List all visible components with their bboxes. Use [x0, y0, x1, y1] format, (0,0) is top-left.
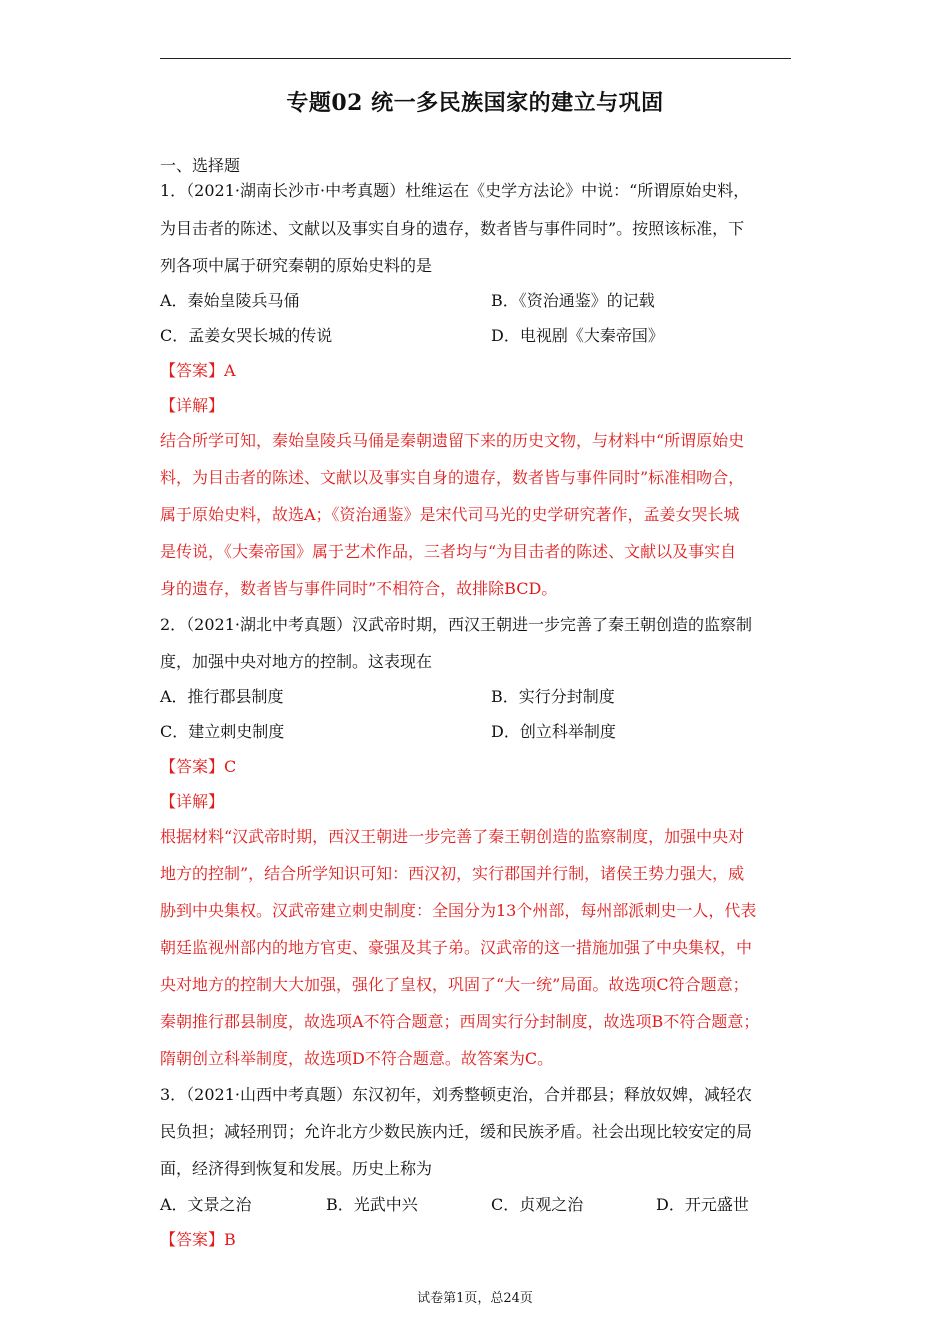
q2-detail-line: 隋朝创立科举制度，故选项D不符合题意。故答案为C。 [160, 1049, 554, 1068]
q2-detail-label: 【详解】 [160, 792, 225, 811]
q1-detail-line: 料，为目击者的陈述、文献以及事实自身的遗存，数者皆与事件同时”标准相吻合， [160, 468, 745, 487]
q2-option-a: A．推行郡县制度 [160, 687, 284, 706]
q1-stem-line: 1．（2021·湖南长沙市·中考真题）杜维运在《史学方法论》中说：“所谓原始史料， [160, 181, 750, 200]
q2-stem-line: 2．（2021·湖北中考真题）汉武帝时期，西汉王朝进一步完善了秦王朝创造的监察制 [160, 615, 752, 634]
q1-option-b: B．《资治通鉴》的记载 [491, 291, 655, 310]
answer-label: 【答案】 [160, 361, 225, 380]
q3-option-b: B．光武中兴 [326, 1195, 418, 1214]
q1-option-d: D．电视剧《大秦帝国》 [491, 326, 664, 345]
q1-stem-line: 为目击者的陈述、文献以及事实自身的遗存，数者皆与事件同时”。按照该标准，下 [160, 219, 745, 238]
q2-detail-line: 秦朝推行郡县制度，故选项A不符合题意；西周实行分封制度，故选项B不符合题意； [160, 1012, 760, 1031]
q2-detail-line: 朝廷监视州部内的地方官吏、豪强及其子弟。汉武帝的这一措施加强了中央集权，中 [160, 938, 753, 957]
q2-option-b: B．实行分封制度 [491, 687, 615, 706]
q2-detail-line: 地方的控制”，结合所学知识可知：西汉初，实行郡国并行制，诸侯王势力强大，威 [160, 864, 745, 883]
answer-label: 【答案】 [160, 1230, 225, 1249]
answer-value: C [224, 757, 237, 776]
q1-detail-line: 属于原始史料，故选A；《资治通鉴》是宋代司马光的史学研究著作，孟姜女哭长城 [160, 505, 740, 524]
q1-option-a: A．秦始皇陵兵马俑 [160, 291, 300, 310]
answer-value: B [224, 1230, 236, 1249]
q1-detail-label: 【详解】 [160, 396, 225, 415]
q1-detail-line: 结合所学可知，秦始皇陵兵马俑是秦朝遗留下来的历史文物，与材料中“所谓原始史 [160, 431, 745, 450]
q1-answer [160, 358, 791, 381]
q1-detail-line: 是传说，《大秦帝国》属于艺术作品，三者均与“为目击者的陈述、文献以及事实自 [160, 542, 737, 561]
q3-option-a: A．文景之治 [160, 1195, 252, 1214]
q2-detail-line: 央对地方的控制大大加强，强化了皇权，巩固了“大一统”局面。故选项C符合题意； [160, 975, 749, 994]
q2-option-d: D．创立科举制度 [491, 722, 616, 741]
q3-stem-line: 民负担；减轻刑罚；允许北方少数民族内迁，缓和民族矛盾。社会出现比较安定的局 [160, 1122, 753, 1141]
q3-answer [160, 1227, 791, 1250]
answer-label: 【答案】 [160, 757, 225, 776]
page-footer: 试卷第1页，总24页 [417, 1291, 533, 1306]
answer-value: A [224, 361, 236, 380]
header-rule [160, 58, 791, 59]
q2-detail-line: 胁到中央集权。汉武帝建立刺史制度：全国分为13个州部，每州部派刺史一人，代表 [160, 901, 757, 920]
q3-stem-line: 面，经济得到恢复和发展。历史上称为 [160, 1159, 433, 1178]
q2-stem-line: 度，加强中央对地方的控制。这表现在 [160, 652, 433, 671]
q2-detail-line: 根据材料“汉武帝时期，西汉王朝进一步完善了秦王朝创造的监察制度，加强中央对 [160, 827, 745, 846]
section-heading: 一、选择题 [160, 156, 241, 175]
q3-stem-line: 3．（2021·山西中考真题）东汉初年，刘秀整顿吏治，合并郡县；释放奴婢，减轻农 [160, 1085, 752, 1104]
q3-option-c: C．贞观之治 [491, 1195, 584, 1214]
q1-detail-line: 身的遗存，数者皆与事件同时”不相符合，故排除BCD。 [160, 579, 558, 598]
document-title: 专题02 统一多民族国家的建立与巩固 [286, 90, 664, 116]
q1-stem-line: 列各项中属于研究秦朝的原始史料的是 [160, 256, 433, 275]
q2-option-c: C．建立刺史制度 [160, 722, 285, 741]
q3-option-d: D．开元盛世 [656, 1195, 749, 1214]
q1-option-c: C．孟姜女哭长城的传说 [160, 326, 333, 345]
q2-answer [160, 754, 791, 777]
